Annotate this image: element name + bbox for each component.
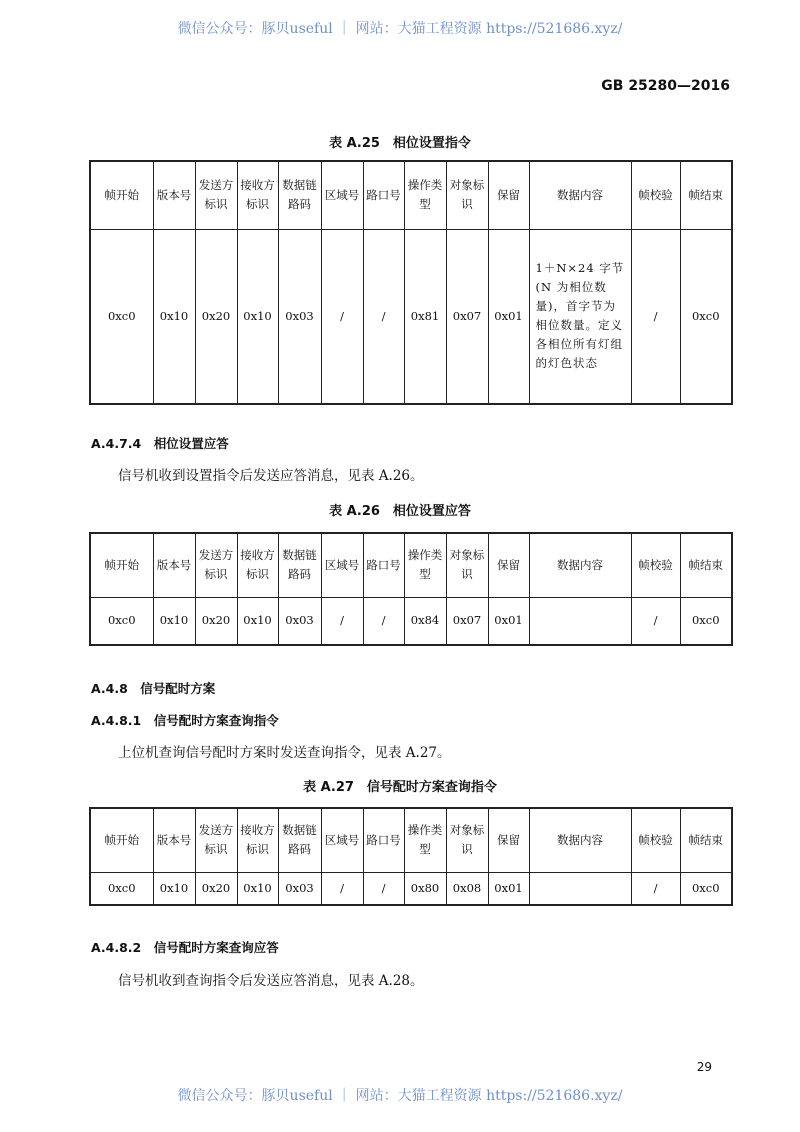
- column-header: 帧结束: [680, 808, 732, 872]
- page-number: 29: [696, 1060, 712, 1074]
- table-cell: 0x08: [446, 872, 488, 905]
- table-cell: 0x01: [488, 872, 529, 905]
- table-cell: /: [363, 597, 404, 645]
- table-caption: 表 A.25 相位设置指令: [329, 136, 471, 151]
- table-cell: 0x10: [153, 872, 195, 905]
- column-header: 版本号: [153, 533, 195, 597]
- table-cell: /: [363, 229, 404, 404]
- table-cell: 0xc0: [90, 597, 153, 645]
- section-heading: A.4.8.2 信号配时方案查询应答: [91, 940, 279, 955]
- table-cell: 0x20: [195, 597, 237, 645]
- table-cell: /: [321, 229, 363, 404]
- table-cell: 0x10: [153, 597, 195, 645]
- table-cell: 0xc0: [90, 229, 153, 404]
- table-row: [90, 229, 732, 404]
- table-a27: [89, 807, 733, 906]
- table-cell: /: [321, 872, 363, 905]
- table-cell: 0x01: [488, 597, 529, 645]
- table-cell: 0x03: [278, 229, 321, 404]
- table-a25: [89, 160, 733, 405]
- column-header: 区域号: [321, 808, 363, 872]
- column-header: 帧结束: [680, 161, 732, 229]
- table-cell: 0xc0: [90, 872, 153, 905]
- table-cell: 0x10: [153, 229, 195, 404]
- table-cell: 0xc0: [680, 597, 732, 645]
- column-header: 操作类型: [404, 533, 446, 597]
- table-cell: /: [631, 229, 680, 404]
- watermark-top: 微信公众号：豚贝useful ｜ 网站：大猫工程资源 https://521686.xyz/: [177, 21, 623, 37]
- column-header: 路口号: [363, 808, 404, 872]
- column-header: 区域号: [321, 161, 363, 229]
- column-header: 保留: [488, 533, 529, 597]
- paragraph: 信号机收到查询指令后发送应答消息，见表 A.28。: [118, 973, 424, 989]
- table-row: [90, 872, 732, 905]
- table-cell: 0x03: [278, 597, 321, 645]
- column-header: 发送方标识: [195, 161, 237, 229]
- table-cell: 0xc0: [680, 872, 732, 905]
- column-header: 发送方标识: [195, 808, 237, 872]
- table-cell: [529, 597, 631, 645]
- column-header: 接收方标识: [237, 161, 278, 229]
- column-header: 帧开始: [90, 533, 153, 597]
- table-cell: /: [363, 872, 404, 905]
- column-header: 保留: [488, 161, 529, 229]
- table-header-row: [90, 161, 732, 229]
- column-header: 对象标识: [446, 533, 488, 597]
- table-cell: 0xc0: [680, 229, 732, 404]
- column-header: 帧校验: [631, 808, 680, 872]
- column-header: 路口号: [363, 161, 404, 229]
- column-header: 帧校验: [631, 533, 680, 597]
- column-header: 路口号: [363, 533, 404, 597]
- column-header: 接收方标识: [237, 808, 278, 872]
- column-header: 操作类型: [404, 161, 446, 229]
- standard-number: GB 25280—2016: [601, 78, 730, 94]
- table-cell: [529, 872, 631, 905]
- table-cell: 0x07: [446, 597, 488, 645]
- watermark-bottom: 微信公众号：豚贝useful ｜ 网站：大猫工程资源 https://521686.xyz/: [177, 1088, 623, 1104]
- column-header: 保留: [488, 808, 529, 872]
- column-header: 数据链路码: [278, 533, 321, 597]
- section-heading: A.4.7.4 相位设置应答: [91, 436, 229, 451]
- table-cell: /: [631, 872, 680, 905]
- table-row: [90, 597, 732, 645]
- table-cell: 0x10: [237, 229, 278, 404]
- section-heading: A.4.8.1 信号配时方案查询指令: [91, 713, 279, 728]
- column-header: 数据内容: [529, 533, 631, 597]
- table-a26: [89, 532, 733, 646]
- table-cell: 0x10: [237, 597, 278, 645]
- column-header: 操作类型: [404, 808, 446, 872]
- table-caption: 表 A.27 信号配时方案查询指令: [303, 780, 497, 795]
- column-header: 数据内容: [529, 808, 631, 872]
- column-header: 数据链路码: [278, 808, 321, 872]
- table-cell: 0x81: [404, 229, 446, 404]
- column-header: 数据链路码: [278, 161, 321, 229]
- table-cell: 0x03: [278, 872, 321, 905]
- paragraph: 上位机查询信号配时方案时发送查询指令，见表 A.27。: [118, 745, 451, 761]
- column-header: 区域号: [321, 533, 363, 597]
- column-header: 对象标识: [446, 161, 488, 229]
- column-header: 数据内容: [529, 161, 631, 229]
- table-cell: 0x80: [404, 872, 446, 905]
- column-header: 版本号: [153, 808, 195, 872]
- table-cell: 0x07: [446, 229, 488, 404]
- column-header: 发送方标识: [195, 533, 237, 597]
- table-cell: 1＋N×24 字节(N 为相位数量)，首字节为相位数量。定义各相位所有灯组的灯色状态: [529, 229, 631, 404]
- section-heading: A.4.8 信号配时方案: [91, 681, 216, 696]
- column-header: 版本号: [153, 161, 195, 229]
- table-cell: 0x01: [488, 229, 529, 404]
- column-header: 接收方标识: [237, 533, 278, 597]
- column-header: 帧结束: [680, 533, 732, 597]
- table-cell: 0x20: [195, 229, 237, 404]
- table-header-row: [90, 533, 732, 597]
- column-header: 帧开始: [90, 808, 153, 872]
- table-cell: /: [321, 597, 363, 645]
- table-cell: 0x10: [237, 872, 278, 905]
- column-header: 帧校验: [631, 161, 680, 229]
- paragraph: 信号机收到设置指令后发送应答消息，见表 A.26。: [118, 468, 424, 484]
- table-caption: 表 A.26 相位设置应答: [329, 504, 471, 519]
- table-cell: 0x84: [404, 597, 446, 645]
- table-cell: /: [631, 597, 680, 645]
- column-header: 对象标识: [446, 808, 488, 872]
- column-header: 帧开始: [90, 161, 153, 229]
- table-cell: 0x20: [195, 872, 237, 905]
- table-header-row: [90, 808, 732, 872]
